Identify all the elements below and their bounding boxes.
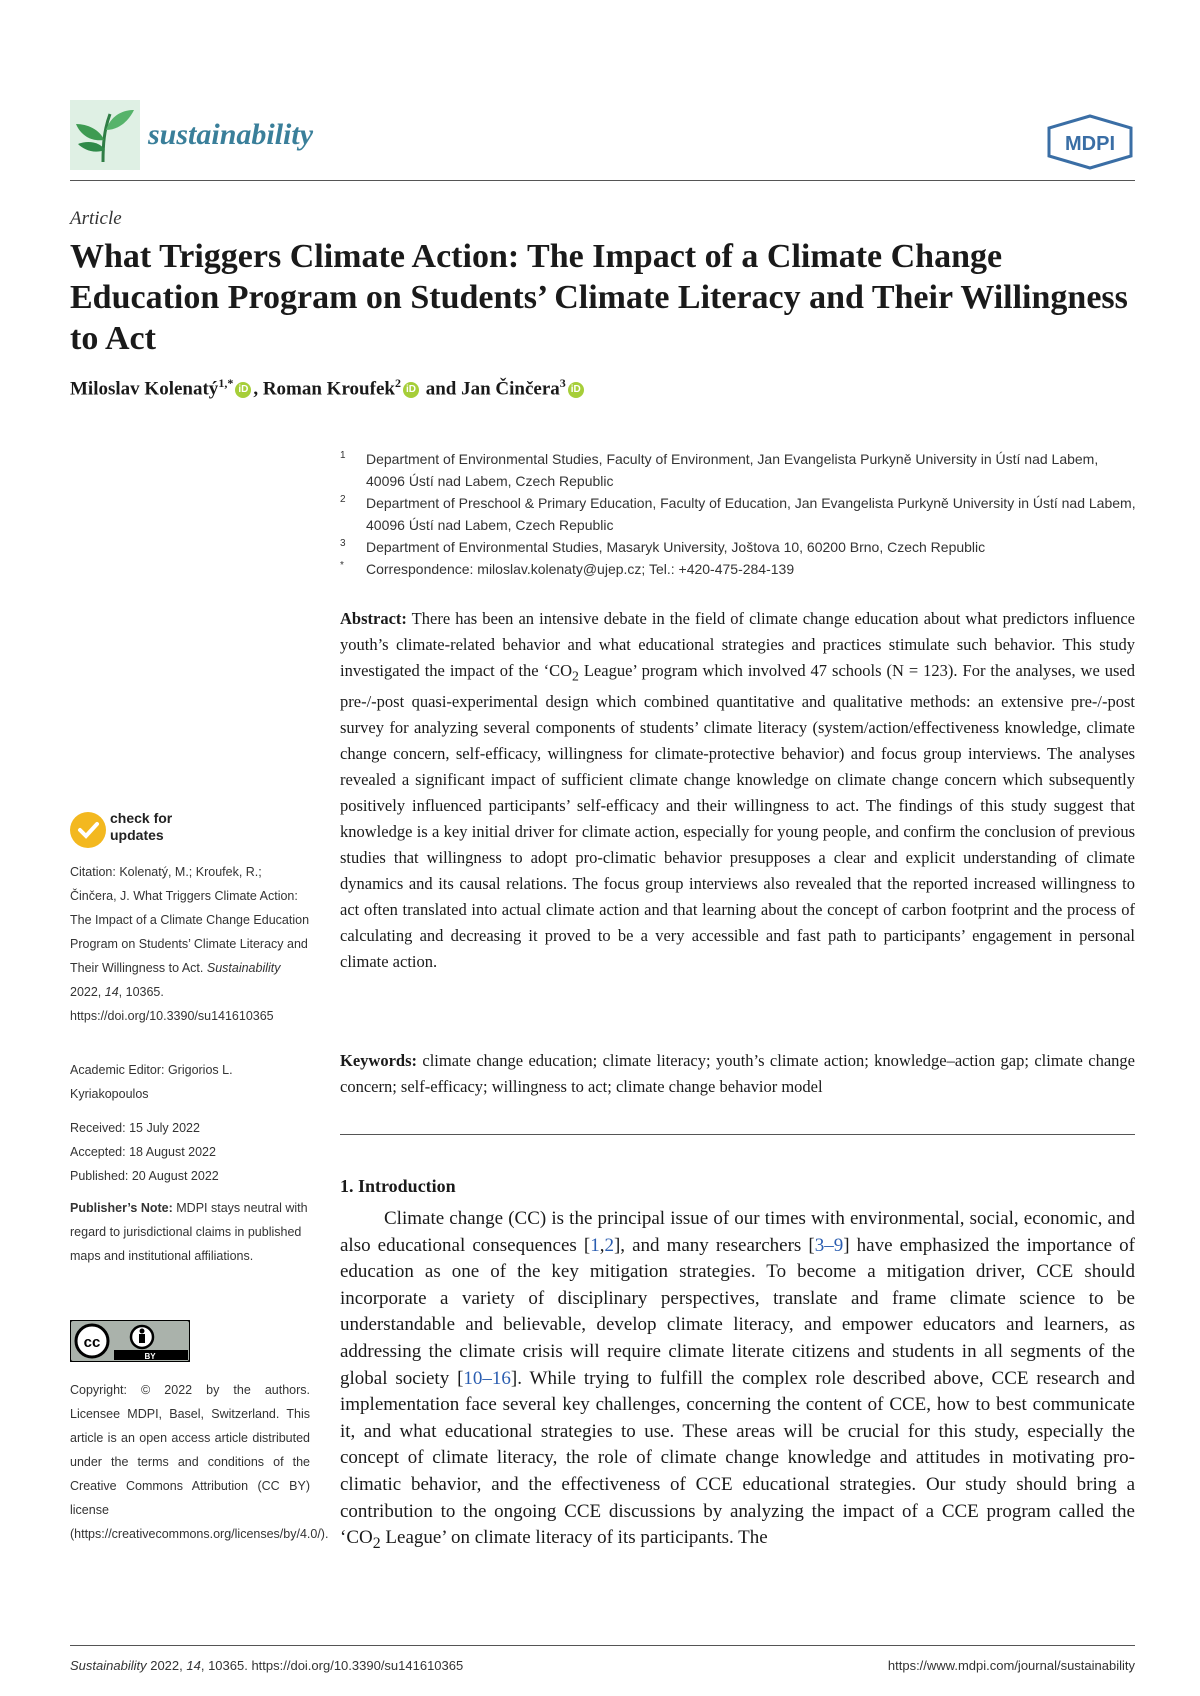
journal-url-link[interactable]: https://www.mdpi.com/journal/sustainability bbox=[887, 1658, 1135, 1673]
author-name: Roman Kroufek bbox=[262, 378, 395, 400]
intro-paragraph bbox=[340, 1206, 1135, 1558]
cc-by-license-icon[interactable] bbox=[70, 1320, 190, 1362]
correspondence-text[interactable]: Correspondence: miloslav.kolenaty@ujep.cz; Tel.: +420-475-284-139 bbox=[366, 561, 795, 577]
intro-text: League’ on climate literacy of its participants. The bbox=[380, 1527, 768, 1549]
check-for-updates-button[interactable] bbox=[70, 808, 220, 854]
keywords bbox=[340, 1048, 1135, 1100]
check-updates-line: updates bbox=[110, 827, 164, 843]
author-separator: and bbox=[420, 378, 462, 400]
date-accepted bbox=[70, 1140, 310, 1164]
author-affil-sup: 1,* bbox=[218, 376, 234, 390]
date-label: Received: bbox=[70, 1121, 126, 1135]
affiliation-number: 2 bbox=[340, 494, 346, 505]
cc-symbol: cc bbox=[83, 1334, 101, 1351]
citation-label: Citation: bbox=[70, 865, 116, 879]
affiliation-text: Department of Environmental Studies, Masaryk University, Joštova 10, 60200 Brno, Czech Republic bbox=[366, 539, 986, 555]
check-updates-label bbox=[110, 810, 172, 844]
section-heading: 1. Introduction bbox=[340, 1176, 456, 1196]
footer-doi[interactable]: , 10365. https://doi.org/10.3390/su141610365 bbox=[200, 1658, 464, 1673]
intro-text: , bbox=[599, 1234, 605, 1256]
academic-editor bbox=[70, 1058, 310, 1106]
intro-text: ]. While trying to fulfill the complex role described above, CCE research and implementation face several key challenges, concerning the content of CCE, how to best communicate it, and what educational strategies to use. These areas will be crucial for this study, especially the concept of climate literacy, the role of climate change knowledge and attitudes in motivating pro-climatic behavior, and the effectiveness of CCE educational strategies. Our study should bring a contribution to the ongoing CCE discussions by analyzing the impact of a CCE program called the ‘CO bbox=[340, 1367, 1135, 1549]
abstract-label: Abstract: bbox=[340, 609, 407, 628]
affiliation-item bbox=[340, 536, 1140, 558]
keywords-label: Keywords: bbox=[340, 1051, 417, 1070]
date-value: 18 August 2022 bbox=[125, 1145, 216, 1159]
orcid-icon[interactable]: iD bbox=[235, 382, 251, 398]
citation-year: 2022, bbox=[70, 985, 105, 999]
author-name: Miloslav Kolenatý bbox=[70, 378, 219, 400]
subscript: 2 bbox=[372, 1534, 381, 1552]
affiliations bbox=[340, 448, 1140, 580]
orcid-icon[interactable]: iD bbox=[568, 382, 584, 398]
footer-rule bbox=[70, 1645, 1135, 1646]
citation-link[interactable]: 3–9 bbox=[814, 1234, 844, 1256]
affiliation-number: 3 bbox=[340, 538, 346, 549]
author-affil-sup: 3 bbox=[559, 376, 566, 390]
footer-journal: Sustainability bbox=[70, 1658, 147, 1673]
affiliation-item bbox=[340, 448, 1140, 492]
subscript: 2 bbox=[572, 668, 579, 684]
citation-link[interactable]: 2 bbox=[604, 1234, 614, 1256]
orcid-icon[interactable]: iD bbox=[403, 382, 419, 398]
publisher-note bbox=[70, 1196, 310, 1268]
mdpi-logo-text: MDPI bbox=[1065, 133, 1115, 155]
affiliation-text: Department of Environmental Studies, Faculty of Environment, Jan Evangelista Purkyně University in Ústí nad Labem, 40096 Ústí nad Labem, Czech Republic bbox=[366, 451, 1099, 489]
affiliation-number: 1 bbox=[340, 450, 346, 461]
section-rule bbox=[340, 1134, 1135, 1135]
affiliation-text: Department of Preschool & Primary Education, Faculty of Education, Jan Evangelista Purkyně University in Ústí nad Labem, 40096 Ústí nad Labem, Czech Republic bbox=[366, 495, 1136, 533]
publisher-note-text: MDPI stays neutral with regard to jurisdictional claims in published maps and institutional affiliations. bbox=[70, 1201, 308, 1263]
editor-name: Grigorios L. Kyriakopoulos bbox=[70, 1063, 233, 1101]
intro-text: Climate change (CC) is the principal issue of our times with environmental, social, economic, and also educational consequences [ bbox=[340, 1208, 1135, 1256]
copyright-text: © 2022 by the authors. Licensee MDPI, Basel, Switzerland. This article is an open access article distributed under the terms and conditions of the Creative Commons Attribution (CC BY) license (https://creativecommons.org/licenses/by/4.0/). bbox=[70, 1383, 329, 1541]
article-type: Article bbox=[70, 208, 122, 229]
editor-label: Academic Editor: bbox=[70, 1063, 165, 1077]
abstract-text: League’ program which involved 47 schools (N = 123). For the analyses, we used pre-/-post quasi-experimental design which combined quantitative and qualitative methods: an extensive pre-/-post survey for analyzing several components of students’ climate literacy (system/action/effectiveness knowledge, climate change concern, self-efficacy, willingness for climate-protective behavior) and focus group interviews. The analyses revealed a significant impact of sufficient climate change knowledge on climate change concern which subsequently positively influenced participants’ self-efficacy and their willingness to act. The findings of this study suggest that knowledge is a key initial driver for climate action, especially for young people, and confirm the conclusion of previous studies that willingness to adopt pro-climatic behavior presupposes a clear and explicit understanding of climate dynamics and its causal relations. The focus group interviews also revealed that the reported increased willingness to act often translated into actual climate action and that learning about the concept of carbon footprint and the process of calculating and decreasing it proved to be a very accessible and fast path to participants’ engagement in personal climate action. bbox=[340, 661, 1136, 972]
citation-doi[interactable]: , 10365. https://doi.org/10.3390/su141610365 bbox=[70, 985, 274, 1023]
header-rule bbox=[70, 180, 1135, 181]
copyright-notice bbox=[70, 1378, 329, 1546]
article-title: What Triggers Climate Action: The Impact of a Climate Change Education Program on Students’ Climate Literacy and Their Willingness to Act bbox=[70, 238, 1128, 357]
copyright-label: Copyright: bbox=[70, 1383, 127, 1397]
citation-block bbox=[70, 860, 310, 1028]
journal-name: sustainability bbox=[148, 118, 314, 151]
citation-volume: 14 bbox=[104, 985, 119, 999]
affiliation-item bbox=[340, 492, 1140, 536]
publication-dates bbox=[70, 1116, 310, 1188]
citation-text: Kolenatý, M.; Kroufek, R.; Činčera, J. What Triggers Climate Action: The Impact of a Climate Change Education Program on Students’ Climate Literacy and Their Willingness to Act. bbox=[70, 865, 310, 975]
by-symbol: BY bbox=[144, 1352, 156, 1361]
date-value: 20 August 2022 bbox=[128, 1169, 219, 1183]
citation-journal: Sustainability bbox=[206, 961, 281, 975]
footer-volume: 14 bbox=[186, 1658, 201, 1673]
citation-link[interactable]: 10–16 bbox=[463, 1367, 511, 1389]
date-label: Published: bbox=[70, 1169, 129, 1183]
publisher-note-label: Publisher’s Note: bbox=[70, 1201, 173, 1215]
footer-citation bbox=[70, 1658, 463, 1673]
journal-logo-icon bbox=[70, 100, 140, 170]
author-list bbox=[70, 376, 586, 400]
affiliation-number: * bbox=[340, 560, 344, 571]
check-icon bbox=[70, 812, 106, 848]
author-name: Jan Činčera bbox=[461, 378, 560, 400]
date-received bbox=[70, 1116, 310, 1140]
intro-text: ] have emphasized the importance of education as one of the key mitigation strategies. To become a mitigation driver, CCE should incorporate a variety of disciplinary perspectives, translate and frame climate science to be understandable and believable, develop climate literacy, and empower educators and learners, as addressing the climate crisis will require climate literate citizens and students in all segments of the global society [ bbox=[340, 1234, 1135, 1389]
correspondence bbox=[340, 558, 1140, 580]
footer-year: 2022, bbox=[146, 1658, 187, 1673]
check-updates-line: check for bbox=[110, 810, 173, 826]
author-separator: , bbox=[253, 378, 263, 400]
author-affil-sup: 2 bbox=[394, 376, 401, 390]
date-label: Accepted: bbox=[70, 1145, 126, 1159]
mdpi-logo-icon bbox=[1045, 114, 1135, 170]
intro-text: ], and many researchers [ bbox=[613, 1234, 815, 1256]
abstract-text: There has been an intensive debate in the field of climate change education about what predictors influence youth’s climate-related behavior and what educational strategies and practices stimulate such behavior. This study investigated the impact of the ‘CO bbox=[340, 609, 1135, 680]
citation-link[interactable]: 1 bbox=[590, 1234, 600, 1256]
keywords-text: climate change education; climate literacy; youth’s climate action; knowledge–action gap; climate change concern; self-efficacy; willingness to act; climate change behavior model bbox=[340, 1051, 1135, 1096]
abstract bbox=[340, 606, 1135, 975]
date-published bbox=[70, 1164, 310, 1188]
date-value: 15 July 2022 bbox=[125, 1121, 200, 1135]
